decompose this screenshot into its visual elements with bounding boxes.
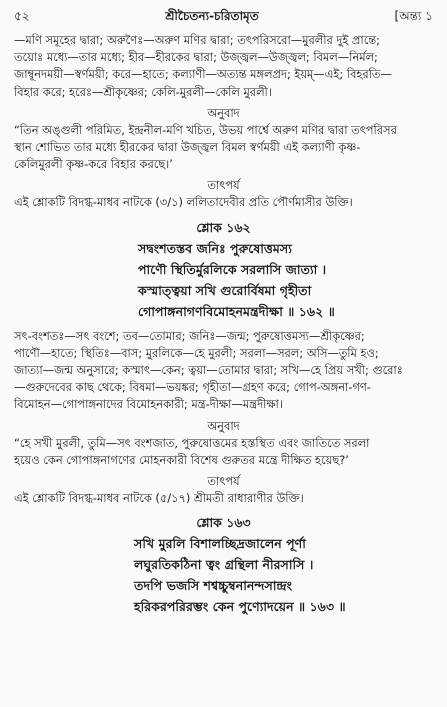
page-number: ৫২ xyxy=(14,9,30,23)
translation-line: “হে সখী মুরলী, তুমি—সৎ বংশজাত, পুরুষোত্তমের হস্তস্থিত এবং জাতিতে সরলা xyxy=(14,435,370,450)
verse-line: সদ্বংশতস্তব জনিঃ পুরুষোত্তমস্য xyxy=(138,240,292,256)
section-label: [অন্ত্য ১ xyxy=(394,9,433,23)
verse-line: গোপাঙ্গনাগণবিমোহনমন্ত্রদীক্ষা ॥ ১৬২ ॥ xyxy=(138,303,335,319)
sloka-verse xyxy=(14,238,433,322)
sloka-heading: শ্লোক ১৬৩ xyxy=(196,515,251,531)
word-meaning-line: জাম্বূনদময়ী—স্বর্ণময়ী; করে—হাতে; কল্যাণী—অত্যন্ত মঙ্গলপ্রদ; ইয়ম্—এই; বিহরতি— xyxy=(14,67,392,82)
verse-line: লঘুরতিকঠিনা ত্বং গ্রন্থিলা নীরসাসি । xyxy=(134,557,314,573)
word-meaning-line: জাত্যা—জন্ম অনুসারে; কস্মাৎ—কেন; ত্বয়া—তোমার দ্বারা; সখি—হে প্রিয় সখী; গুরোঃ xyxy=(14,363,403,378)
verse-line: তদপি ভজসি শশ্বচ্চুম্বনানন্দসান্দ্রং xyxy=(134,578,293,594)
translation-heading: অনুবাদ xyxy=(207,105,240,120)
translation-line: “তিন অঙ্গুলী পরিমিত, ইন্দ্রনীল-মণি খচিত, উভয় পার্শ্বে অরুণ মণির দ্বারা তৎপরিসর xyxy=(14,122,397,137)
translation-line: স্থান শোভিত তার মধ্যে হীরকের দ্বারা উজ্জ্বল বিমল স্বর্ণময়ী এই কল্যাণী কৃষ্ণ- xyxy=(14,140,361,155)
word-meaning-line: বিহার করে; হরেঃ—শ্রীকৃষ্ণের; কেলি-মুরলী—কেলি মুরলী। xyxy=(14,84,272,99)
word-meaning-line: —গুরুদেবের কাছ থেকে; বিষমা—ভয়ঙ্কর; গৃহীতা—গ্রহণ করে; গোপ-অঙ্গনা-গণ- xyxy=(14,380,371,395)
word-meanings-block xyxy=(14,328,433,414)
word-meanings-block xyxy=(14,32,433,101)
translation-heading: অনুবাদ xyxy=(207,418,240,433)
word-meaning-line: —মণি সমূহের দ্বারা; অরুণৈঃ—অরুণ মণির দ্বারা; তৎপরিসরো—মুরলীর দুই প্রান্তে; xyxy=(14,33,380,47)
purport-text: এই শ্লোকটি বিদগ্ধ-মাধব নাটকে (৫/১৭) শ্রীমতী রাধারাণীর উক্তি। xyxy=(14,491,304,506)
verse-line: সখি মুরলি বিশালচ্ছিদ্রজালেন পূর্ণা xyxy=(134,536,306,552)
verse-line: হরিকরপরিরম্ভং কেন পুণ্যোদয়েন ॥ ১৬৩ ॥ xyxy=(134,599,346,615)
purport-heading: তাৎপর্য xyxy=(207,474,240,489)
page-header xyxy=(14,8,433,28)
sloka-verse xyxy=(14,533,433,617)
word-meaning-line: পাণৌ—হাতে; স্থিতিঃ—বাস; মুরলিকে—হে মুরলী; সরলা—সরল; অসি—তুমি হও; xyxy=(14,345,379,360)
translation-block xyxy=(14,122,433,174)
word-meaning-line: তয়োঃ মধ্যে—তার মধ্যে; হীর—হীরকের দ্বারা; উজ্জ্বল—উজ্জ্বল; বিমল—নির্মল; xyxy=(14,50,378,65)
purport-heading: তাৎপর্য xyxy=(207,178,240,193)
purport-text: এই শ্লোকটি বিদগ্ধ-মাধব নাটকে (৩/১) ললিতাদেবীর প্রতি পৌর্ণমাসীর উক্তি। xyxy=(14,195,353,210)
book-title: শ্রীচৈতন্য-চরিতামৃত xyxy=(165,9,259,23)
translation-line: কেলিমুরলী কৃষ্ণ-করে বিহার করছে।’ xyxy=(14,157,173,172)
verse-line: কস্মাত্ত্বয়া সখি গুরোর্বিষমা গৃহীতা xyxy=(138,282,312,298)
sloka-heading: শ্লোক ১৬২ xyxy=(196,219,251,235)
translation-line: হয়েও কেন গোপাঙ্গনাগণের মোহনকারী বিশেষ গুরুতর মন্ত্রে দীক্ষিত হয়েছ?’ xyxy=(14,452,349,467)
word-meaning-line: সৎ-বংশতঃ—সৎ বংশে; তব—তোমার; জনিঃ—জন্ম; পুরুষোত্তমস্য—শ্রীকৃষ্ণের; xyxy=(14,328,365,343)
translation-block xyxy=(14,435,433,469)
verse-line: পাণৌ স্থিতির্মুরলিকে সরলাসি জাত্যা । xyxy=(138,261,327,277)
word-meaning-line: বিমোহন—গোপাঙ্গনাদের বিমোহনকারী; মন্ত্র-দীক্ষা—মন্ত্রদীক্ষা। xyxy=(14,397,283,412)
